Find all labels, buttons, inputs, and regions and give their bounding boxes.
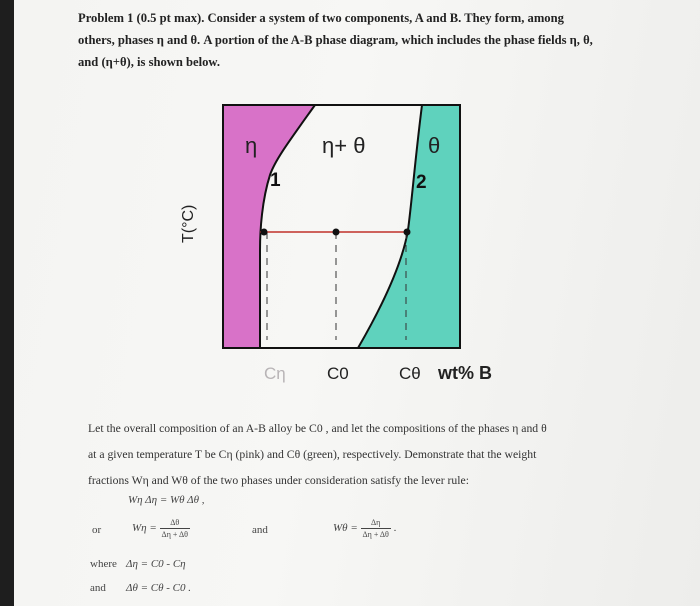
y-axis-label: T(°C) xyxy=(180,204,197,243)
or-label: or xyxy=(92,524,102,536)
x-label-c-theta: Cθ xyxy=(399,364,421,383)
and-label: and xyxy=(252,524,268,536)
body-line-2: at a given temperature T be Cη (pink) and Cθ (green), respectively. Demonstrate that the weight xyxy=(88,448,537,461)
curve-2-label: 2 xyxy=(416,172,427,193)
lever-rule-equation: Wη Δη = Wθ Δθ , xyxy=(128,494,205,506)
and-label-2: and xyxy=(90,582,106,594)
problem-line-2: others, phases η and θ. A portion of the A-B phase diagram, which includes the phase fields η, θ, xyxy=(78,33,593,47)
eta-phase-field xyxy=(223,105,315,348)
problem-line-3: and (η+θ), is shown below. xyxy=(78,55,220,69)
delta-theta-definition: Δθ = Cθ - C0 . xyxy=(126,582,192,594)
x-label-c-eta: Cη xyxy=(264,364,286,383)
delta-eta-definition: Δη = C0 - Cη xyxy=(126,558,186,570)
x-unit-label: wt% B xyxy=(438,363,492,383)
w-eta-numerator: Δθ xyxy=(160,517,190,529)
point-c0 xyxy=(333,229,340,236)
problem-body xyxy=(88,416,648,494)
w-eta-denominator: Δη + Δθ xyxy=(161,530,188,539)
label-theta: θ xyxy=(428,133,441,158)
w-eta-equation xyxy=(132,517,190,540)
point-c-eta xyxy=(261,229,268,236)
w-theta-end: . xyxy=(393,522,397,535)
label-eta: η xyxy=(245,133,258,158)
curve-1-label: 1 xyxy=(270,170,281,191)
problem-line-1: Problem 1 (0.5 pt max). Consider a system of two components, A and B. They form, among xyxy=(78,11,564,25)
w-theta-fraction xyxy=(361,517,391,540)
body-line-3: fractions Wη and Wθ of the two phases under consideration satisfy the lever rule: xyxy=(88,474,469,487)
problem-statement xyxy=(78,7,638,73)
w-theta-lhs: Wθ = xyxy=(333,522,358,535)
phase-diagram xyxy=(170,100,530,400)
w-theta-numerator: Δη xyxy=(361,517,391,529)
x-label-c0: C0 xyxy=(327,364,349,383)
body-line-1: Let the overall composition of an A-B alloy be C0 , and let the compositions of the phases η and θ xyxy=(88,422,547,435)
label-eta-theta: η+ θ xyxy=(322,133,366,158)
w-theta-equation xyxy=(333,517,396,540)
w-eta-lhs: Wη = xyxy=(132,522,157,535)
point-c-theta xyxy=(404,229,411,236)
w-theta-denominator: Δη + Δθ xyxy=(362,530,389,539)
w-eta-fraction xyxy=(160,517,190,540)
where-label: where xyxy=(90,558,117,570)
